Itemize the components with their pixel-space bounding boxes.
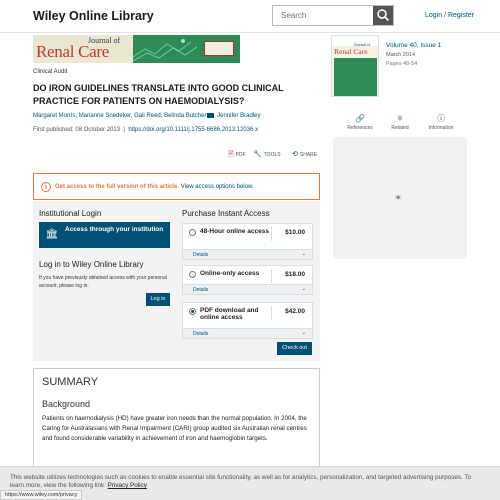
option-details-toggle[interactable] [183, 328, 312, 338]
search-input[interactable] [273, 6, 374, 25]
access-notice-text [55, 184, 254, 190]
institution-access-button[interactable] [39, 222, 170, 248]
published-label: First published: [33, 127, 74, 133]
tab-information-label: Information [428, 125, 454, 131]
details-label: Details [193, 252, 209, 258]
site-logo[interactable]: Wiley Online Library [33, 9, 154, 23]
radio-button-selected[interactable] [189, 308, 196, 315]
link-icon: 🔗 [355, 114, 365, 123]
purchase-option[interactable] [182, 302, 313, 339]
details-label: Details [193, 287, 209, 293]
tab-related-label: Related [391, 125, 409, 131]
access-message: Get access to the full version of this article. [55, 184, 180, 190]
publication-info [33, 127, 258, 133]
chevron-down-icon: ⌄ [301, 286, 306, 292]
tab-references[interactable] [340, 113, 380, 131]
doi-link[interactable]: https://doi.org/10.1111/j.1755-6686.2013.12036.x [128, 127, 259, 133]
chevron-down-icon: ⌄ [301, 251, 306, 257]
journal-banner[interactable] [33, 35, 240, 63]
email-icon[interactable] [207, 113, 214, 118]
share-icon: ⟲ [292, 151, 298, 158]
search-button[interactable] [373, 6, 393, 25]
login-register-link[interactable]: Login / Register [425, 12, 475, 19]
purchase-option[interactable] [182, 223, 313, 260]
issue-volume-link[interactable]: Volume 40, Issue 1 [386, 42, 442, 49]
tab-references-label: References [347, 125, 373, 131]
journal-name-main: Renal Care [36, 42, 109, 61]
article-summary [33, 368, 320, 468]
access-notice [33, 173, 320, 200]
access-options-link[interactable]: View access options below. [180, 184, 254, 190]
info-icon: i [41, 182, 51, 192]
chevron-down-icon: ⌄ [301, 330, 306, 336]
institution-icon: 🏛 [45, 229, 59, 240]
site-header [0, 0, 500, 33]
journal-banner-title [33, 35, 133, 63]
network-icon: ⚛ [396, 114, 404, 123]
institution-access-label: Access through your institution [65, 226, 164, 233]
share-button[interactable] [292, 150, 317, 158]
tools-button[interactable] [253, 150, 281, 158]
info-icon: ⓘ [437, 114, 445, 123]
purchase-heading: Purchase Instant Access [182, 209, 270, 218]
option-price: $18.00 [285, 271, 305, 278]
journal-cover-image[interactable] [331, 35, 379, 97]
wrench-icon: 🔧 [253, 151, 262, 158]
journal-banner-image [133, 35, 240, 63]
status-url: https://www.wiley.com/privacy [0, 490, 82, 500]
pdf-button[interactable] [228, 150, 246, 161]
divider [271, 306, 272, 320]
search-icon [373, 6, 393, 25]
option-label: 48-Hour online access [200, 228, 269, 235]
option-price: $10.00 [285, 229, 305, 236]
divider [271, 227, 272, 241]
cover-artwork [334, 58, 377, 96]
pdf-label: PDF [235, 152, 246, 158]
society-logo-icon [204, 41, 234, 56]
side-tabs [333, 113, 467, 137]
author-link[interactable]: Belinda Butcher [164, 113, 207, 119]
login-button[interactable]: Log in [146, 293, 170, 306]
institutional-login-heading: Institutional Login [39, 209, 102, 218]
author-link[interactable]: Gail Reed, [134, 113, 163, 119]
cookie-message: This website utilizes technologies such as cookies to enable essential site functionality, as well as for analytics, personalization, and targeted advertising purposes. To learn more, view the following link: [10, 474, 472, 489]
article-subject: Clinical Audit [33, 69, 68, 75]
checkout-button[interactable]: Check out [277, 342, 312, 355]
loading-spinner-icon: ✶ [394, 193, 403, 204]
published-date: 08 October 2013 [75, 127, 121, 133]
option-price: $42.00 [285, 308, 305, 315]
privacy-policy-link[interactable]: Privacy Policy [107, 482, 147, 489]
cover-name-top: Journal of [354, 42, 371, 47]
side-panel [333, 137, 467, 259]
tab-related[interactable] [380, 113, 420, 131]
journal-name-top: Journal of [88, 36, 121, 45]
details-label: Details [193, 331, 209, 337]
wiley-login-heading: Log in to Wiley Online Library [39, 260, 144, 269]
cover-name-main: Renal Care [334, 47, 368, 56]
separator: | [121, 127, 127, 133]
tab-information[interactable] [421, 113, 461, 131]
divider [271, 269, 272, 283]
option-label: Online-only access [200, 270, 260, 277]
search-box [272, 5, 394, 26]
issue-pages: Pages 49-54 [386, 61, 418, 67]
author-link[interactable]: Jennifer Bradley [217, 113, 261, 119]
summary-heading: SUMMARY [42, 376, 99, 388]
radio-button[interactable] [189, 229, 196, 236]
access-options-panel [33, 201, 320, 361]
option-label: PDF download and online access [200, 307, 259, 321]
wiley-login-description: If you have previously obtained access with your personal account, please log in. [39, 275, 167, 289]
option-details-toggle[interactable] [183, 249, 312, 259]
background-heading: Background [42, 399, 91, 409]
issue-date: March 2014 [386, 52, 416, 58]
author-list [33, 112, 323, 120]
tools-label: TOOLS [263, 152, 281, 158]
author-link[interactable]: Margaret Morris, [33, 113, 78, 119]
radio-button[interactable] [189, 271, 196, 278]
background-text: Patients on haemodialysis (HD) have greater iron needs than the normal population. In 2004, the Caring for Australasians with Renal Impairment (CARI) group audited six Australian renal centres and found considerable variability in achievement of iron and haemoglobin targets. [42, 415, 307, 442]
pdf-icon: 🗎 [228, 151, 234, 158]
author-link[interactable]: Marianne Snedeker, [78, 113, 133, 119]
option-details-toggle[interactable] [183, 284, 312, 294]
cookie-text [10, 474, 485, 490]
purchase-option[interactable] [182, 265, 313, 295]
article-title: DO IRON GUIDELINES TRANSLATE INTO GOOD CLINICAL PRACTICE FOR PATIENTS ON HAEMODIALYSIS? [33, 83, 284, 106]
share-label: SHARE [299, 152, 318, 158]
